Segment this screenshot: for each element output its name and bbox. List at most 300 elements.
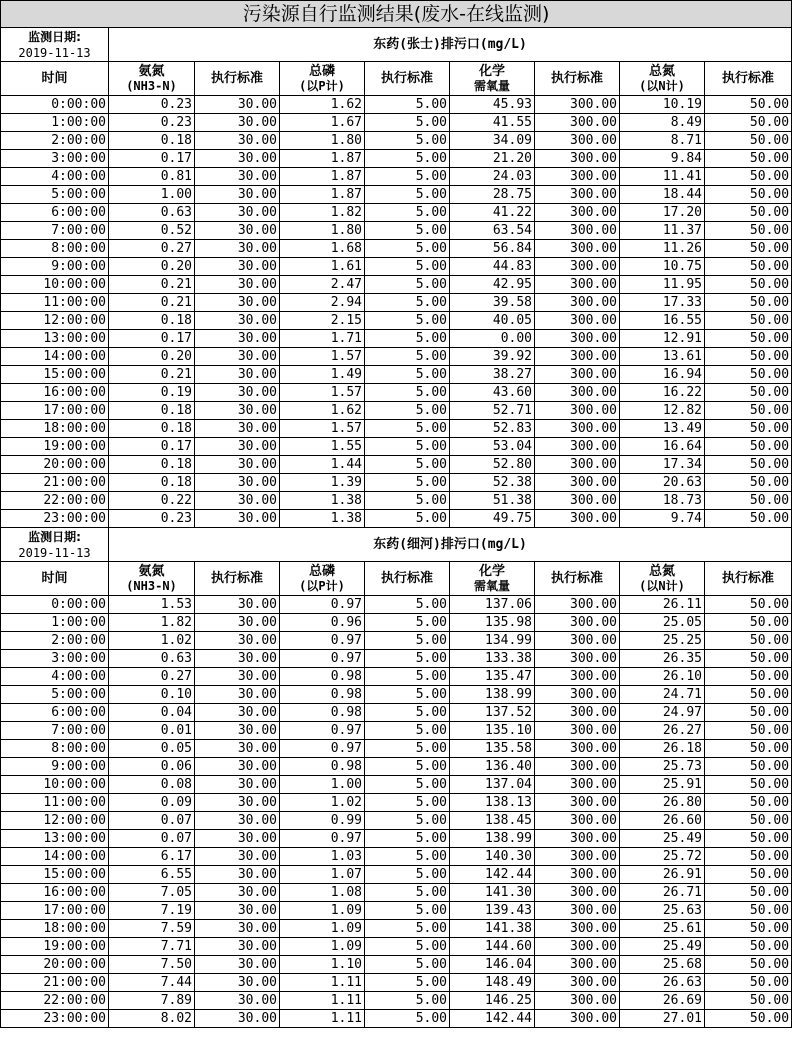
- value-cell: 0.00: [450, 330, 535, 348]
- time-cell: 11:00:00: [1, 294, 109, 312]
- value-cell: 11.95: [620, 276, 705, 294]
- value-cell: 10.19: [620, 96, 705, 114]
- value-cell: 26.10: [620, 668, 705, 686]
- value-cell: 8.71: [620, 132, 705, 150]
- table-row: [1, 240, 792, 258]
- value-cell: 0.97: [280, 740, 365, 758]
- value-cell: 300.00: [535, 794, 620, 812]
- table-row: [1, 668, 792, 686]
- value-cell: 25.73: [620, 758, 705, 776]
- value-cell: 1.09: [280, 938, 365, 956]
- value-cell: 9.84: [620, 150, 705, 168]
- value-cell: 30.00: [195, 312, 280, 330]
- time-cell: 15:00:00: [1, 366, 109, 384]
- value-cell: 0.98: [280, 758, 365, 776]
- table-row: [1, 740, 792, 758]
- column-header: [1, 62, 109, 96]
- value-cell: 25.05: [620, 614, 705, 632]
- value-cell: 24.71: [620, 686, 705, 704]
- value-cell: 141.38: [450, 920, 535, 938]
- table-row: [1, 812, 792, 830]
- value-cell: 0.21: [109, 366, 195, 384]
- value-cell: 300.00: [535, 668, 620, 686]
- value-cell: 1.82: [280, 204, 365, 222]
- section-info-row: [1, 528, 792, 562]
- value-cell: 5.00: [365, 902, 450, 920]
- value-cell: 26.71: [620, 884, 705, 902]
- value-cell: 5.00: [365, 650, 450, 668]
- table-row: [1, 722, 792, 740]
- value-cell: 5.00: [365, 884, 450, 902]
- value-cell: 50.00: [705, 920, 792, 938]
- value-cell: 30.00: [195, 956, 280, 974]
- column-header-line2: (NH3-N): [126, 78, 177, 93]
- value-cell: 30.00: [195, 132, 280, 150]
- time-cell: 2:00:00: [1, 632, 109, 650]
- value-cell: 300.00: [535, 276, 620, 294]
- value-cell: 1.57: [280, 384, 365, 402]
- column-header: [365, 62, 450, 96]
- value-cell: 0.98: [280, 686, 365, 704]
- value-cell: 5.00: [365, 168, 450, 186]
- value-cell: 5.00: [365, 240, 450, 258]
- value-cell: 5.00: [365, 312, 450, 330]
- value-cell: 137.04: [450, 776, 535, 794]
- table-row: [1, 704, 792, 722]
- time-cell: 5:00:00: [1, 186, 109, 204]
- value-cell: 138.45: [450, 812, 535, 830]
- table-row: [1, 920, 792, 938]
- value-cell: 25.68: [620, 956, 705, 974]
- value-cell: 30.00: [195, 168, 280, 186]
- value-cell: 12.82: [620, 402, 705, 420]
- value-cell: 300.00: [535, 330, 620, 348]
- value-cell: 300.00: [535, 114, 620, 132]
- value-cell: 5.00: [365, 150, 450, 168]
- table-row: [1, 168, 792, 186]
- value-cell: 1.03: [280, 848, 365, 866]
- value-cell: 50.00: [705, 438, 792, 456]
- value-cell: 5.00: [365, 96, 450, 114]
- column-header-line1: 执行标准: [380, 70, 433, 86]
- report-title: 污染源自行监测结果(废水-在线监测): [1, 1, 792, 28]
- value-cell: 142.44: [450, 1010, 535, 1028]
- time-cell: 9:00:00: [1, 258, 109, 276]
- value-cell: 30.00: [195, 114, 280, 132]
- value-cell: 7.50: [109, 956, 195, 974]
- value-cell: 26.27: [620, 722, 705, 740]
- value-cell: 5.00: [365, 402, 450, 420]
- column-header-line1: 执行标准: [722, 570, 775, 586]
- value-cell: 0.18: [109, 132, 195, 150]
- value-cell: 50.00: [705, 222, 792, 240]
- value-cell: 0.27: [109, 668, 195, 686]
- value-cell: 5.00: [365, 510, 450, 528]
- value-cell: 300.00: [535, 740, 620, 758]
- value-cell: 50.00: [705, 974, 792, 992]
- value-cell: 40.05: [450, 312, 535, 330]
- value-cell: 30.00: [195, 722, 280, 740]
- column-header: [450, 562, 535, 596]
- table-row: [1, 794, 792, 812]
- value-cell: 138.13: [450, 794, 535, 812]
- value-cell: 300.00: [535, 456, 620, 474]
- value-cell: 5.00: [365, 704, 450, 722]
- value-cell: 0.17: [109, 330, 195, 348]
- time-cell: 21:00:00: [1, 974, 109, 992]
- value-cell: 30.00: [195, 848, 280, 866]
- time-cell: 9:00:00: [1, 758, 109, 776]
- value-cell: 2.47: [280, 276, 365, 294]
- value-cell: 18.73: [620, 492, 705, 510]
- table-row: [1, 938, 792, 956]
- value-cell: 0.18: [109, 312, 195, 330]
- value-cell: 0.04: [109, 704, 195, 722]
- column-header-line1: 总磷: [308, 63, 335, 79]
- value-cell: 50.00: [705, 866, 792, 884]
- value-cell: 5.00: [365, 992, 450, 1010]
- value-cell: 30.00: [195, 204, 280, 222]
- value-cell: 30.00: [195, 186, 280, 204]
- value-cell: 7.59: [109, 920, 195, 938]
- time-cell: 13:00:00: [1, 830, 109, 848]
- column-header-line2: 需氧量: [473, 578, 510, 593]
- value-cell: 5.00: [365, 1010, 450, 1028]
- value-cell: 30.00: [195, 402, 280, 420]
- value-cell: 300.00: [535, 258, 620, 276]
- value-cell: 0.10: [109, 686, 195, 704]
- time-cell: 13:00:00: [1, 330, 109, 348]
- value-cell: 25.91: [620, 776, 705, 794]
- value-cell: 1.02: [280, 794, 365, 812]
- value-cell: 30.00: [195, 366, 280, 384]
- column-header-line1: 执行标准: [550, 70, 603, 86]
- time-cell: 6:00:00: [1, 204, 109, 222]
- time-cell: 23:00:00: [1, 510, 109, 528]
- value-cell: 30.00: [195, 938, 280, 956]
- value-cell: 2.94: [280, 294, 365, 312]
- value-cell: 5.00: [365, 330, 450, 348]
- value-cell: 0.98: [280, 704, 365, 722]
- value-cell: 26.80: [620, 794, 705, 812]
- time-cell: 12:00:00: [1, 312, 109, 330]
- value-cell: 45.93: [450, 96, 535, 114]
- value-cell: 13.49: [620, 420, 705, 438]
- value-cell: 5.00: [365, 596, 450, 614]
- value-cell: 50.00: [705, 650, 792, 668]
- value-cell: 50.00: [705, 686, 792, 704]
- value-cell: 6.55: [109, 866, 195, 884]
- value-cell: 30.00: [195, 704, 280, 722]
- value-cell: 30.00: [195, 258, 280, 276]
- value-cell: 0.81: [109, 168, 195, 186]
- value-cell: 0.63: [109, 650, 195, 668]
- value-cell: 50.00: [705, 204, 792, 222]
- value-cell: 30.00: [195, 668, 280, 686]
- table-row: [1, 1010, 792, 1028]
- monitoring-date-cell: [1, 528, 109, 562]
- value-cell: 0.17: [109, 150, 195, 168]
- value-cell: 5.00: [365, 776, 450, 794]
- value-cell: 0.97: [280, 650, 365, 668]
- value-cell: 16.64: [620, 438, 705, 456]
- value-cell: 50.00: [705, 258, 792, 276]
- value-cell: 134.99: [450, 632, 535, 650]
- value-cell: 50.00: [705, 276, 792, 294]
- value-cell: 7.19: [109, 902, 195, 920]
- monitoring-date-label: 监测日期:: [28, 29, 81, 44]
- value-cell: 50.00: [705, 812, 792, 830]
- time-cell: 15:00:00: [1, 866, 109, 884]
- value-cell: 25.49: [620, 938, 705, 956]
- value-cell: 5.00: [365, 348, 450, 366]
- value-cell: 5.00: [365, 186, 450, 204]
- time-cell: 8:00:00: [1, 240, 109, 258]
- value-cell: 0.18: [109, 474, 195, 492]
- value-cell: 25.61: [620, 920, 705, 938]
- table-row: [1, 510, 792, 528]
- title-row: [1, 1, 792, 28]
- column-header-line2: 需氧量: [473, 78, 510, 93]
- value-cell: 1.10: [280, 956, 365, 974]
- value-cell: 50.00: [705, 992, 792, 1010]
- column-header: [535, 62, 620, 96]
- time-cell: 7:00:00: [1, 722, 109, 740]
- value-cell: 1.11: [280, 974, 365, 992]
- monitoring-date-value: 2019-11-13: [18, 545, 91, 560]
- table-row: [1, 456, 792, 474]
- value-cell: 1.07: [280, 866, 365, 884]
- value-cell: 30.00: [195, 294, 280, 312]
- column-header-line1: 氨氮: [138, 63, 165, 79]
- value-cell: 0.97: [280, 596, 365, 614]
- value-cell: 42.95: [450, 276, 535, 294]
- time-cell: 21:00:00: [1, 474, 109, 492]
- value-cell: 25.72: [620, 848, 705, 866]
- value-cell: 300.00: [535, 420, 620, 438]
- outlet-name: 东药(细河)排污口(mg/L): [109, 528, 792, 562]
- value-cell: 1.38: [280, 510, 365, 528]
- time-cell: 18:00:00: [1, 920, 109, 938]
- value-cell: 300.00: [535, 938, 620, 956]
- value-cell: 26.63: [620, 974, 705, 992]
- value-cell: 0.05: [109, 740, 195, 758]
- column-header-line1: 执行标准: [380, 570, 433, 586]
- value-cell: 300.00: [535, 348, 620, 366]
- value-cell: 5.00: [365, 938, 450, 956]
- value-cell: 30.00: [195, 510, 280, 528]
- column-header: [195, 62, 280, 96]
- outlet-name: 东药(张士)排污口(mg/L): [109, 28, 792, 62]
- column-header: [280, 62, 365, 96]
- value-cell: 50.00: [705, 614, 792, 632]
- value-cell: 300.00: [535, 150, 620, 168]
- value-cell: 50.00: [705, 668, 792, 686]
- value-cell: 5.00: [365, 812, 450, 830]
- column-header-line2: (以N计): [639, 578, 685, 593]
- column-header: [450, 62, 535, 96]
- value-cell: 300.00: [535, 438, 620, 456]
- value-cell: 25.49: [620, 830, 705, 848]
- column-header: [705, 62, 792, 96]
- value-cell: 11.26: [620, 240, 705, 258]
- value-cell: 0.18: [109, 402, 195, 420]
- value-cell: 0.99: [280, 812, 365, 830]
- value-cell: 52.80: [450, 456, 535, 474]
- value-cell: 0.52: [109, 222, 195, 240]
- value-cell: 50.00: [705, 132, 792, 150]
- value-cell: 18.44: [620, 186, 705, 204]
- value-cell: 50.00: [705, 456, 792, 474]
- value-cell: 30.00: [195, 348, 280, 366]
- value-cell: 9.74: [620, 510, 705, 528]
- table-row: [1, 294, 792, 312]
- column-header: [109, 62, 195, 96]
- value-cell: 50.00: [705, 474, 792, 492]
- value-cell: 5.00: [365, 686, 450, 704]
- value-cell: 300.00: [535, 402, 620, 420]
- value-cell: 50.00: [705, 1010, 792, 1028]
- value-cell: 300.00: [535, 848, 620, 866]
- value-cell: 0.07: [109, 830, 195, 848]
- value-cell: 0.09: [109, 794, 195, 812]
- value-cell: 139.43: [450, 902, 535, 920]
- value-cell: 0.08: [109, 776, 195, 794]
- value-cell: 5.00: [365, 920, 450, 938]
- value-cell: 16.55: [620, 312, 705, 330]
- column-header-line1: 化学: [478, 563, 505, 579]
- table-row: [1, 402, 792, 420]
- value-cell: 26.35: [620, 650, 705, 668]
- value-cell: 50.00: [705, 740, 792, 758]
- time-cell: 5:00:00: [1, 686, 109, 704]
- time-cell: 16:00:00: [1, 384, 109, 402]
- time-cell: 1:00:00: [1, 114, 109, 132]
- time-cell: 0:00:00: [1, 96, 109, 114]
- table-row: [1, 758, 792, 776]
- table-row: [1, 438, 792, 456]
- value-cell: 300.00: [535, 776, 620, 794]
- value-cell: 300.00: [535, 240, 620, 258]
- value-cell: 5.00: [365, 474, 450, 492]
- value-cell: 300.00: [535, 830, 620, 848]
- table-row: [1, 150, 792, 168]
- value-cell: 146.04: [450, 956, 535, 974]
- time-cell: 19:00:00: [1, 938, 109, 956]
- value-cell: 0.06: [109, 758, 195, 776]
- table-row: [1, 866, 792, 884]
- monitoring-date-label: 监测日期:: [28, 529, 81, 544]
- value-cell: 142.44: [450, 866, 535, 884]
- table-row: [1, 330, 792, 348]
- time-cell: 4:00:00: [1, 168, 109, 186]
- value-cell: 300.00: [535, 168, 620, 186]
- value-cell: 300.00: [535, 884, 620, 902]
- value-cell: 25.63: [620, 902, 705, 920]
- value-cell: 30.00: [195, 902, 280, 920]
- value-cell: 300.00: [535, 758, 620, 776]
- column-header-line2: (NH3-N): [126, 578, 177, 593]
- value-cell: 135.98: [450, 614, 535, 632]
- value-cell: 38.27: [450, 366, 535, 384]
- value-cell: 1.55: [280, 438, 365, 456]
- time-cell: 2:00:00: [1, 132, 109, 150]
- time-cell: 3:00:00: [1, 150, 109, 168]
- value-cell: 300.00: [535, 474, 620, 492]
- value-cell: 137.52: [450, 704, 535, 722]
- time-cell: 18:00:00: [1, 420, 109, 438]
- table-row: [1, 848, 792, 866]
- value-cell: 30.00: [195, 240, 280, 258]
- value-cell: 300.00: [535, 992, 620, 1010]
- value-cell: 300.00: [535, 510, 620, 528]
- value-cell: 7.05: [109, 884, 195, 902]
- column-header-line2: (以N计): [639, 78, 685, 93]
- time-cell: 23:00:00: [1, 1010, 109, 1028]
- value-cell: 50.00: [705, 884, 792, 902]
- column-header-line1: 执行标准: [210, 70, 263, 86]
- value-cell: 30.00: [195, 596, 280, 614]
- section-info-row: [1, 28, 792, 62]
- value-cell: 0.23: [109, 96, 195, 114]
- value-cell: 300.00: [535, 920, 620, 938]
- value-cell: 300.00: [535, 974, 620, 992]
- value-cell: 50.00: [705, 492, 792, 510]
- table-row: [1, 686, 792, 704]
- value-cell: 26.60: [620, 812, 705, 830]
- value-cell: 5.00: [365, 848, 450, 866]
- column-header: [620, 62, 705, 96]
- value-cell: 0.17: [109, 438, 195, 456]
- value-cell: 5.00: [365, 866, 450, 884]
- time-cell: 8:00:00: [1, 740, 109, 758]
- table-row: [1, 312, 792, 330]
- value-cell: 0.22: [109, 492, 195, 510]
- table-row: [1, 222, 792, 240]
- value-cell: 300.00: [535, 596, 620, 614]
- time-cell: 7:00:00: [1, 222, 109, 240]
- value-cell: 5.00: [365, 614, 450, 632]
- value-cell: 137.06: [450, 596, 535, 614]
- time-cell: 4:00:00: [1, 668, 109, 686]
- value-cell: 0.18: [109, 420, 195, 438]
- value-cell: 1.57: [280, 348, 365, 366]
- time-cell: 20:00:00: [1, 456, 109, 474]
- value-cell: 30.00: [195, 686, 280, 704]
- value-cell: 0.20: [109, 258, 195, 276]
- value-cell: 51.38: [450, 492, 535, 510]
- value-cell: 50.00: [705, 402, 792, 420]
- time-cell: 22:00:00: [1, 492, 109, 510]
- value-cell: 8.49: [620, 114, 705, 132]
- column-header-line1: 总氮: [648, 563, 675, 579]
- value-cell: 50.00: [705, 632, 792, 650]
- value-cell: 300.00: [535, 492, 620, 510]
- value-cell: 300.00: [535, 96, 620, 114]
- value-cell: 300.00: [535, 686, 620, 704]
- value-cell: 0.18: [109, 456, 195, 474]
- table-row: [1, 384, 792, 402]
- time-cell: 22:00:00: [1, 992, 109, 1010]
- column-header: [109, 562, 195, 596]
- value-cell: 5.00: [365, 294, 450, 312]
- value-cell: 50.00: [705, 348, 792, 366]
- value-cell: 135.58: [450, 740, 535, 758]
- table-row: [1, 992, 792, 1010]
- value-cell: 53.04: [450, 438, 535, 456]
- value-cell: 50.00: [705, 96, 792, 114]
- value-cell: 300.00: [535, 384, 620, 402]
